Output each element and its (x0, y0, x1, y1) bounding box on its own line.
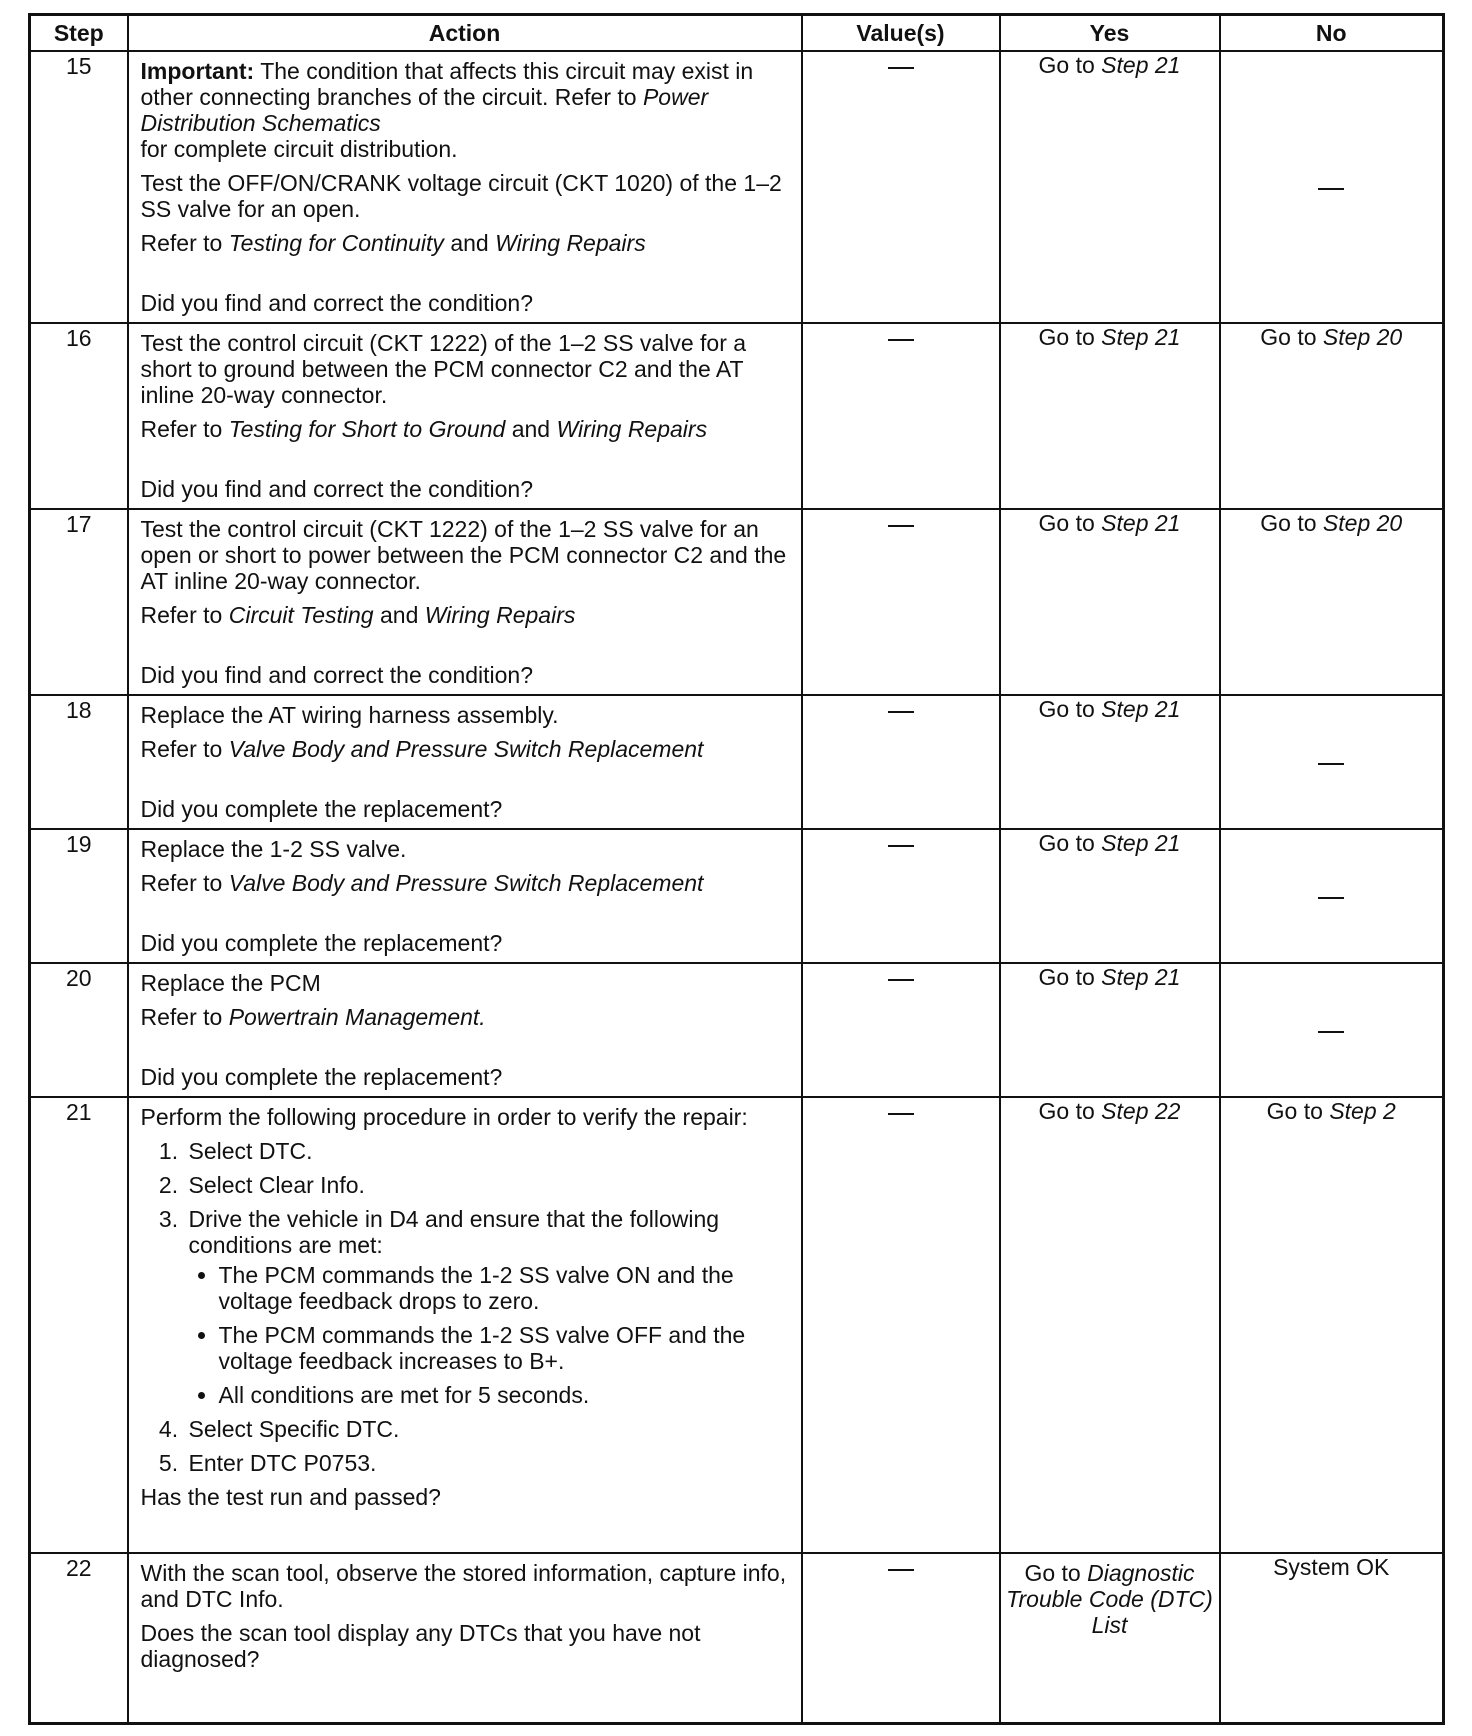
procedure-step: 4. Select Specific DTC. (185, 1416, 791, 1442)
dash-mark (888, 1113, 914, 1115)
action-text: Replace the AT wiring harness assembly. (140, 702, 559, 728)
question-text: Does the scan tool display any DTCs that you have not diagnosed? (140, 1620, 701, 1672)
question-text: Did you complete the replacement? (140, 1064, 503, 1090)
table-row-step-16 (30, 323, 1444, 509)
question-text: Has the test run and passed? (140, 1484, 441, 1510)
step-number: 19 (30, 829, 128, 963)
dash-mark (888, 979, 914, 981)
step-number: 17 (30, 509, 128, 695)
yes-cell: Go to Step 21 (1000, 509, 1220, 695)
header-no: No (1220, 15, 1444, 52)
reference-link: Circuit Testing (228, 602, 374, 628)
no-cell (1220, 963, 1444, 1097)
action-text: Test the control circuit (CKT 1222) of the 1–2 SS valve for a short to ground between the PCM connector C2 and the AT inline 20-way connector. (140, 330, 747, 408)
yes-cell: Go to Step 22 (1000, 1097, 1220, 1553)
reference-link: Diagnostic Trouble Code (DTC) List (1006, 1560, 1213, 1638)
value-cell (802, 695, 1000, 829)
question-text: Did you find and correct the condition? (140, 476, 534, 502)
table-row-step-15 (30, 51, 1444, 323)
yes-cell: Go to Step 21 (1000, 323, 1220, 509)
reference-link: Wiring Repairs (424, 602, 576, 628)
important-note: Important: The condition that affects this circuit may exist in other connecting branches of the circuit. Refer to Power Distribution Schematics for complete circuit distribution. (140, 58, 754, 162)
step-number: 20 (30, 963, 128, 1097)
yes-cell: Go to Step 21 (1000, 829, 1220, 963)
action-cell (128, 509, 802, 695)
dash-mark (888, 845, 914, 847)
value-cell (802, 1097, 1000, 1553)
step-number: 16 (30, 323, 128, 509)
table-row-step-17 (30, 509, 1444, 695)
header-step: Step (30, 15, 128, 52)
procedure-step: 2. Select Clear Info. (185, 1172, 791, 1198)
step-reference: Step 21 (1101, 52, 1181, 78)
action-text: Replace the 1-2 SS valve. (140, 836, 407, 862)
header-values: Value(s) (802, 15, 1000, 52)
refer-line: Refer to Valve Body and Pressure Switch Replacement (140, 870, 704, 896)
dash-mark (888, 711, 914, 713)
question-text: Did you complete the replacement? (140, 796, 503, 822)
value-cell (802, 963, 1000, 1097)
reference-link: Powertrain Management. (228, 1004, 486, 1030)
no-cell: Go to Step 20 (1220, 323, 1444, 509)
table-row-step-21 (30, 1097, 1444, 1553)
action-text: Test the OFF/ON/CRANK voltage circuit (CKT 1020) of the 1–2 SS valve for an open. (140, 170, 782, 222)
dash-mark (1318, 188, 1344, 190)
step-number: 15 (30, 51, 128, 323)
step-number: 22 (30, 1553, 128, 1723)
question-text: Did you complete the replacement? (140, 930, 503, 956)
action-cell (128, 1097, 802, 1553)
condition-list (189, 1262, 791, 1408)
action-cell (128, 51, 802, 323)
refer-line: Refer to Circuit Testing and Wiring Repairs (140, 602, 576, 628)
important-label: Important: (140, 58, 255, 84)
no-cell: Go to Step 20 (1220, 509, 1444, 695)
condition-item: • The PCM commands the 1-2 SS valve OFF and the voltage feedback increases to B+. (219, 1322, 791, 1374)
step-reference: Step 21 (1101, 830, 1181, 856)
header-row (30, 15, 1444, 52)
value-cell (802, 51, 1000, 323)
reference-link: Power Distribution Schematics (140, 84, 709, 136)
step-reference: Step 21 (1101, 964, 1181, 990)
table-row-step-22 (30, 1553, 1444, 1723)
reference-link: Testing for Short to Ground (228, 416, 506, 442)
action-text: Test the control circuit (CKT 1222) of the 1–2 SS valve for an open or short to power between the PCM connector C2 and the AT inline 20-way connector. (140, 516, 787, 594)
reference-link: Valve Body and Pressure Switch Replacement (228, 870, 704, 896)
action-text: Perform the following procedure in order to verify the repair: (140, 1104, 748, 1130)
dash-mark (888, 525, 914, 527)
procedure-list (141, 1138, 791, 1476)
yes-cell: Go to Step 21 (1000, 695, 1220, 829)
reference-link: Testing for Continuity (228, 230, 444, 256)
dash-mark (888, 67, 914, 69)
step-number: 18 (30, 695, 128, 829)
condition-item: • The PCM commands the 1-2 SS valve ON and the voltage feedback drops to zero. (219, 1262, 791, 1314)
no-cell: System OK (1220, 1553, 1444, 1723)
action-cell (128, 1553, 802, 1723)
procedure-step: 1. Select DTC. (185, 1138, 791, 1164)
step-reference: Step 21 (1101, 324, 1181, 350)
value-cell (802, 1553, 1000, 1723)
step-reference: Step 21 (1101, 510, 1181, 536)
no-cell (1220, 695, 1444, 829)
dash-mark (1318, 897, 1344, 899)
header-action: Action (128, 15, 802, 52)
yes-cell: Go to Step 21 (1000, 963, 1220, 1097)
step-reference: Step 21 (1101, 696, 1181, 722)
dash-mark (888, 339, 914, 341)
yes-cell: Go to Diagnostic Trouble Code (DTC) List (1000, 1553, 1220, 1723)
step-reference: Step 2 (1329, 1098, 1396, 1124)
reference-link: Wiring Repairs (556, 416, 708, 442)
question-text: Did you find and correct the condition? (140, 290, 534, 316)
no-cell (1220, 829, 1444, 963)
action-cell (128, 829, 802, 963)
diagnostic-table (28, 13, 1445, 1725)
step-reference: Step 20 (1322, 510, 1403, 536)
dash-mark (1318, 763, 1344, 765)
dash-mark (1318, 1031, 1344, 1033)
procedure-step: 3. Drive the vehicle in D4 and ensure that the following conditions are met: • The PCM commands the 1-2 SS valve ON and the voltage feedback drops to zero. • The PCM commands the 1-2 SS valve OFF and the voltage feedback increases to B+. • All conditions are met for 5 seconds. (185, 1206, 791, 1408)
action-cell (128, 323, 802, 509)
reference-link: Wiring Repairs (495, 230, 646, 256)
step-reference: Step 22 (1101, 1098, 1181, 1124)
action-text: Replace the PCM (140, 970, 321, 996)
condition-item: • All conditions are met for 5 seconds. (219, 1382, 791, 1408)
action-cell (128, 963, 802, 1097)
dash-mark (888, 1569, 914, 1571)
no-cell: Go to Step 2 (1220, 1097, 1444, 1553)
value-cell (802, 829, 1000, 963)
refer-line: Refer to Testing for Continuity and Wiring Repairs (140, 230, 646, 256)
refer-line: Refer to Testing for Short to Ground and Wiring Repairs (140, 416, 708, 442)
step-reference: Step 20 (1322, 324, 1403, 350)
no-cell (1220, 51, 1444, 323)
header-yes: Yes (1000, 15, 1220, 52)
table-row-step-18 (30, 695, 1444, 829)
value-cell (802, 509, 1000, 695)
action-cell (128, 695, 802, 829)
table-row-step-19 (30, 829, 1444, 963)
question-text: Did you find and correct the condition? (140, 662, 534, 688)
refer-line: Refer to Valve Body and Pressure Switch Replacement (140, 736, 704, 762)
step-number: 21 (30, 1097, 128, 1553)
table-row-step-20 (30, 963, 1444, 1097)
yes-cell: Go to Step 21 (1000, 51, 1220, 323)
action-text: With the scan tool, observe the stored information, capture info, and DTC Info. (140, 1560, 787, 1612)
reference-link: Valve Body and Pressure Switch Replacement (228, 736, 704, 762)
refer-line: Refer to Powertrain Management. (140, 1004, 486, 1030)
procedure-step: 5. Enter DTC P0753. (185, 1450, 791, 1476)
value-cell (802, 323, 1000, 509)
